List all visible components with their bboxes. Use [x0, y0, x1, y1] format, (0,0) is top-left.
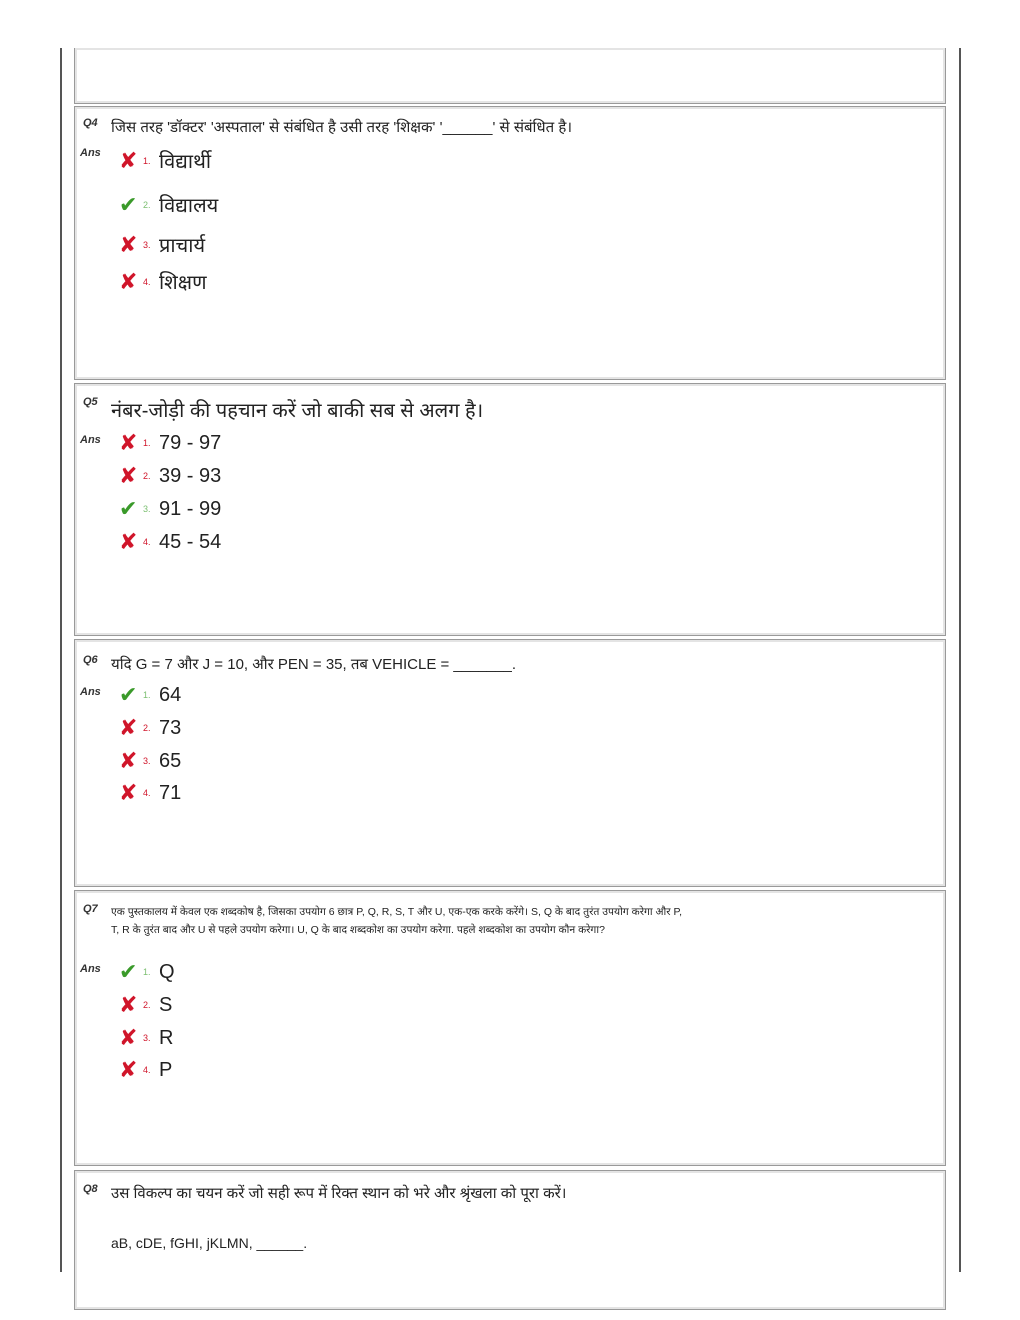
option-text: विद्यार्थी — [159, 151, 212, 173]
cross-icon: ✘ — [119, 268, 138, 294]
option-number: 4. — [143, 788, 151, 798]
answer-option — [119, 529, 221, 555]
question-box — [74, 890, 946, 1166]
cross-icon: ✘ — [119, 748, 138, 773]
question-box — [74, 383, 946, 636]
ans-label: Ans — [80, 147, 101, 159]
ans-label: Ans — [80, 963, 101, 975]
cross-icon: ✘ — [119, 430, 138, 455]
cross-icon: ✘ — [119, 529, 138, 554]
option-number: 3. — [143, 239, 151, 250]
answer-option — [119, 780, 181, 806]
option-text: R — [159, 1026, 174, 1049]
page-border-right — [959, 48, 961, 1272]
question-box — [74, 106, 946, 380]
option-text: 71 — [159, 781, 182, 804]
answer-option — [119, 959, 175, 985]
check-icon: ✔ — [119, 496, 138, 521]
question-number: Q6 — [83, 654, 98, 666]
option-number: 2. — [143, 471, 151, 481]
question-box — [74, 639, 946, 887]
cross-icon: ✘ — [119, 780, 138, 805]
option-text: 39 - 93 — [159, 464, 222, 487]
option-text: 64 — [159, 683, 182, 706]
check-icon: ✔ — [119, 682, 138, 707]
option-text: विद्यालय — [159, 195, 219, 217]
question-text: उस विकल्प का चयन करें जो सही रूप में रिक्त स्थान को भरे और श्रृंखला को पूरा करें। — [111, 1185, 567, 1202]
ans-label: Ans — [80, 686, 101, 698]
answer-option — [119, 496, 221, 522]
page-border-left — [60, 48, 62, 1272]
cross-icon: ✘ — [119, 463, 138, 488]
question-text: एक पुस्तकालय में केवल एक शब्दकोष है, जिसका उपयोग 6 छात्र P, Q, R, S, T और U, एक-एक करके करेंगे। S, Q के बाद तुरंत उपयोग करेगा और P, T, R के तुरंत बाद और U से पहले उपयोग करेगा। U, Q के बाद शब्दकोश का उपयोग करेगा. पहले शब्दकोश का उपयोग कौन करेगा? — [111, 906, 683, 936]
answer-option — [119, 1057, 172, 1083]
option-number: 2. — [143, 199, 151, 210]
option-number: 4. — [143, 537, 151, 547]
question-box — [74, 1170, 946, 1310]
ans-label: Ans — [80, 434, 101, 446]
answer-option — [119, 1025, 173, 1051]
option-text: शिक्षण — [159, 272, 207, 294]
previous-question-box — [74, 48, 946, 104]
answer-option — [119, 682, 181, 708]
cross-icon: ✘ — [119, 992, 138, 1017]
answer-option — [119, 147, 211, 174]
answer-option — [119, 715, 181, 741]
option-number: 2. — [143, 723, 151, 733]
question-number: Q4 — [83, 117, 98, 129]
option-text: 73 — [159, 716, 182, 739]
option-number: 1. — [143, 438, 151, 448]
cross-icon: ✘ — [119, 1057, 138, 1082]
answer-option — [119, 748, 181, 774]
option-text: Q — [159, 960, 175, 983]
answer-option — [119, 992, 172, 1018]
question-number: Q8 — [83, 1183, 98, 1195]
option-number: 1. — [143, 967, 151, 977]
option-number: 4. — [143, 276, 151, 287]
option-number: 3. — [143, 504, 151, 514]
option-text: S — [159, 993, 173, 1016]
cross-icon: ✘ — [119, 231, 138, 257]
answer-option — [119, 231, 205, 258]
question-number: Q7 — [83, 903, 98, 915]
option-number: 1. — [143, 690, 151, 700]
option-number: 4. — [143, 1065, 151, 1075]
cross-icon: ✘ — [119, 147, 138, 173]
option-text: 45 - 54 — [159, 530, 222, 553]
option-text: 65 — [159, 749, 182, 772]
option-text: 79 - 97 — [159, 431, 222, 454]
option-text: 91 - 99 — [159, 497, 222, 520]
option-number: 3. — [143, 756, 151, 766]
option-number: 3. — [143, 1033, 151, 1043]
question-text: जिस तरह 'डॉक्टर' 'अस्पताल' से संबंधित है उसी तरह 'शिक्षक' '______' से संबंधित है। — [111, 119, 573, 136]
option-number: 2. — [143, 1000, 151, 1010]
check-icon: ✔ — [119, 191, 138, 217]
question-text: यदि G = 7 और J = 10, और PEN = 35, तब VEHICLE = _______. — [111, 656, 516, 673]
answer-option — [119, 268, 207, 295]
option-number: 1. — [143, 155, 151, 166]
cross-icon: ✘ — [119, 1025, 138, 1050]
check-icon: ✔ — [119, 959, 138, 984]
option-text: प्राचार्य — [159, 235, 206, 257]
answer-option — [119, 191, 218, 218]
question-number: Q5 — [83, 396, 98, 408]
answer-option — [119, 430, 221, 456]
series-text: aB, cDE, fGHI, jKLMN, ______. — [111, 1235, 308, 1251]
answer-option — [119, 463, 221, 489]
cross-icon: ✘ — [119, 715, 138, 740]
question-text: नंबर-जोड़ी की पहचान करें जो बाकी सब से अलग है। — [111, 400, 484, 422]
option-text: P — [159, 1058, 173, 1081]
